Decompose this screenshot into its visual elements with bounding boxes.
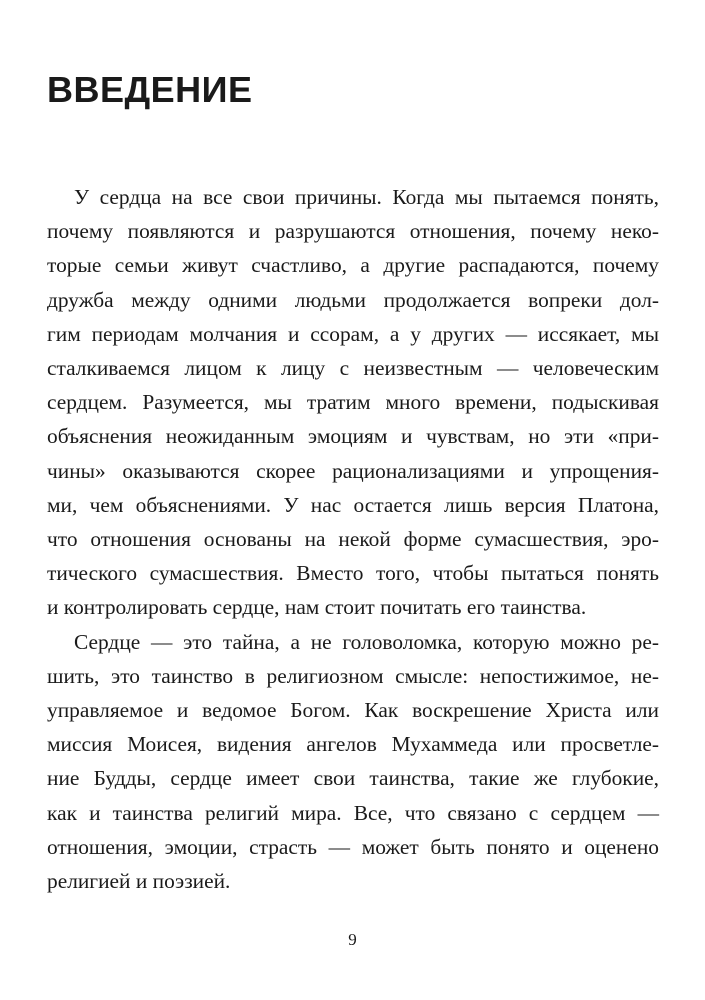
text-line: миссия Моисея, видения ангелов Мухаммеда или просветле- <box>47 732 659 757</box>
text-line: шить, это таинство в религиозном смысле: непостижимое, не- <box>47 663 659 688</box>
text-line: дружба между одними людьми продолжается вопреки дол- <box>47 287 659 312</box>
text-line: гим периодам молчания и ссорам, а у других — иссякает, мы <box>47 321 659 346</box>
body-text <box>47 180 659 898</box>
text-line: торые семьи живут счастливо, а другие распадаются, почему <box>47 253 659 278</box>
text-line: отношения, эмоции, страсть — может быть понято и оценено <box>47 834 659 859</box>
text-line: чины» оказываются скорее рационализациями и упрощения- <box>47 458 659 483</box>
text-line: тического сумасшествия. Вместо того, чтобы пытаться понять <box>47 561 659 586</box>
text-line: Сердце — это тайна, а не головоломка, которую можно ре- <box>74 629 659 654</box>
text-line: управляемое и ведомое Богом. Как воскрешение Христа или <box>47 698 659 723</box>
chapter-title: ВВЕДЕНИЕ <box>47 69 253 110</box>
text-line: религией и поэзией. <box>47 869 231 894</box>
text-line: как и таинства религий мира. Все, что связано с сердцем — <box>47 800 659 825</box>
paragraph-2 <box>47 625 659 899</box>
text-line: сердцем. Разумеется, мы тратим много времени, подыскивая <box>47 390 659 415</box>
text-line: и контролировать сердце, нам стоит почитать его таинства. <box>47 595 587 620</box>
paragraph-1 <box>47 180 659 625</box>
text-line: У сердца на все свои причины. Когда мы пытаемся понять, <box>74 185 659 209</box>
text-line: почему появляются и разрушаются отношения, почему неко- <box>47 219 659 244</box>
text-line: что отношения основаны на некой форме сумасшествия, эро- <box>47 527 659 552</box>
text-line: объяснения неожиданным эмоциям и чувствам, но эти «при- <box>47 424 659 449</box>
text-line: ние Будды, сердце имеет свои таинства, такие же глубокие, <box>47 766 659 791</box>
text-line: ми, чем объяснениями. У нас остается лишь версия Платона, <box>47 492 659 517</box>
page-number: 9 <box>348 930 357 949</box>
text-line: сталкиваемся лицом к лицу с неизвестным — человеческим <box>47 356 659 381</box>
